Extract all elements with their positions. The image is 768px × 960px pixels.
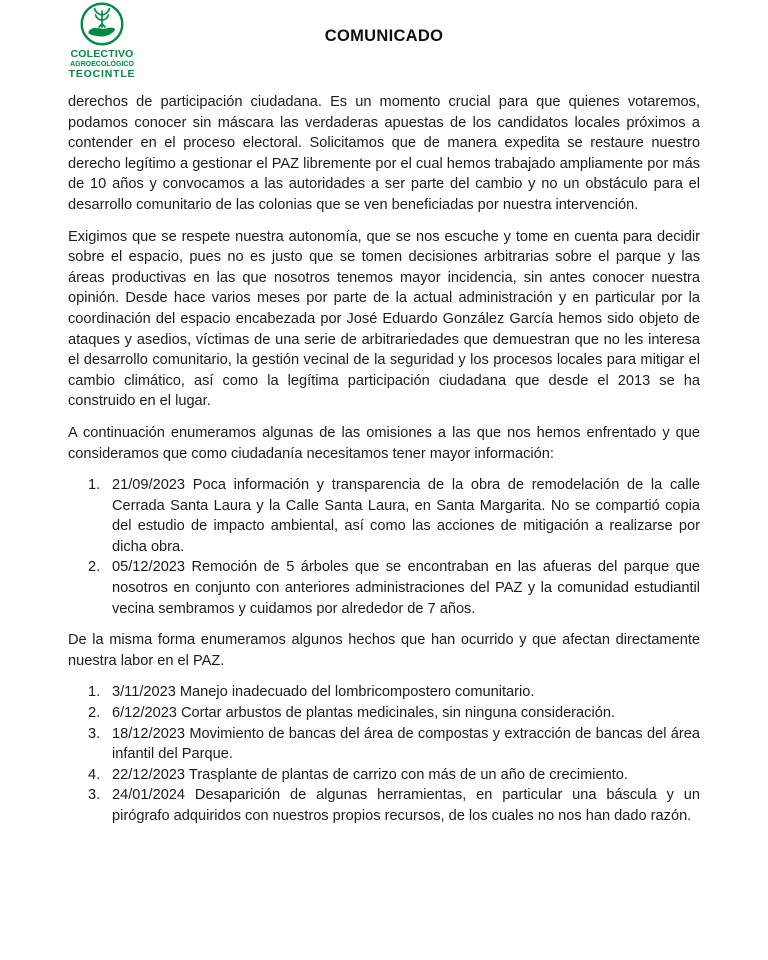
org-name-line2: AGROECOLÓGICO [70, 60, 134, 68]
list-item-text: 05/12/2023 Remoción de 5 árboles que se encontraban en las afueras del parque que nosotros en conjunto con anteriores administraciones del PAZ y la comunidad estudiantil vecina sembramos y cuidamos por alrededor de 7 años. [112, 559, 700, 617]
document-body [68, 92, 700, 827]
list-item [88, 682, 700, 703]
list-item-number: 3. [88, 787, 101, 804]
paragraph-demands: Exigimos que se respete nuestra autonomía, que se nos escuche y tome en cuenta para decidir sobre el espacio, pues no es justo que se tomen decisiones arbitrarias sobre el parque y las áreas productivas en las que nosotros tenemos mayor incidencia, sin antes conocer nuestra opinión. Desde hace varios meses por parte de la actual administración y en particular por la coordinación del espacio encabezada por José Eduardo González García hemos sido objeto de ataques y asedios, víctimas de una serie de arbitrariedades que demuestran que no les interesa el desarrollo comunitario, la gestión vecinal de la seguridad y los procesos locales para mitigar el cambio climático, así como la legítima participación ciudadana que desde el 2013 se ha construido en el lugar. [68, 228, 700, 410]
list-item-number: 2. [88, 705, 101, 722]
facts-list [68, 682, 700, 826]
list-item [88, 703, 700, 724]
list-item-number: 3. [88, 725, 101, 742]
omissions-list [68, 475, 700, 619]
list-item-number: 1. [88, 684, 101, 701]
list-item [88, 765, 700, 786]
paragraph-omissions-intro: A continuación enumeramos algunas de las omisiones a las que nos hemos enfrentado y que consideramos que como ciudadanía necesitamos tener mayor información: [68, 424, 700, 462]
paragraph-facts-intro: De la misma forma enumeramos algunos hechos que han ocurrido y que afectan directamente nuestra labor en el PAZ. [68, 632, 700, 669]
list-item-text: 22/12/2023 Trasplante de plantas de carrizo con más de un año de crecimiento. [112, 766, 628, 783]
document-header [0, 0, 768, 92]
document-title: COMUNICADO [324, 27, 444, 45]
list-item-text: 3/11/2023 Manejo inadecuado del lombricompostero comunitario. [112, 684, 535, 701]
org-name-line3: TEOCINTLE [68, 67, 136, 80]
list-item-text: 18/12/2023 Movimiento de bancas del área de compostas y extracción de bancas del área infantil del Parque. [112, 725, 700, 763]
paragraph-rights: derechos de participación ciudadana. Es un momento crucial para que quienes votaremos, podamos conocer sin máscara las verdaderas apuestas de los candidatos locales próximos a contender en el proceso electoral. Solicitamos que de manera expedita se restaure nuestro derecho legítimo a gestionar el PAZ libremente por el cual hemos trabajado ampliamente por más de 10 años y convocamos a las autoridades a ser parte del cambio y no un obstáculo para el desarrollo comunitario de las colonias que se ven beneficiadas por nuestra intervención. [68, 94, 700, 213]
list-item [88, 475, 700, 557]
list-item-text: 21/09/2023 Poca información y transparencia de la obra de remodelación de la calle Cerrada Santa Laura y la Calle Santa Laura, en Santa Margarita. No se compartió copia del estudio de impacto ambiental, así como las acciones de mitigación a realizarse por dicha obra. [112, 477, 700, 555]
list-item-number: 4. [88, 766, 101, 783]
list-item-number: 1. [88, 477, 101, 494]
org-name-line1: COLECTIVO [70, 48, 134, 60]
list-item-number: 2. [88, 559, 101, 576]
list-item-text: 24/01/2024 Desaparición de algunas herramientas, en particular una báscula y un pirógrafo adquiridos con nuestros propios recursos, de los cuales no nos han dado razón. [112, 787, 700, 824]
list-item [88, 785, 700, 826]
list-item [88, 724, 700, 765]
list-item [88, 557, 700, 619]
list-item-text: 6/12/2023 Cortar arbustos de plantas medicinales, sin ninguna consideración. [112, 705, 615, 722]
